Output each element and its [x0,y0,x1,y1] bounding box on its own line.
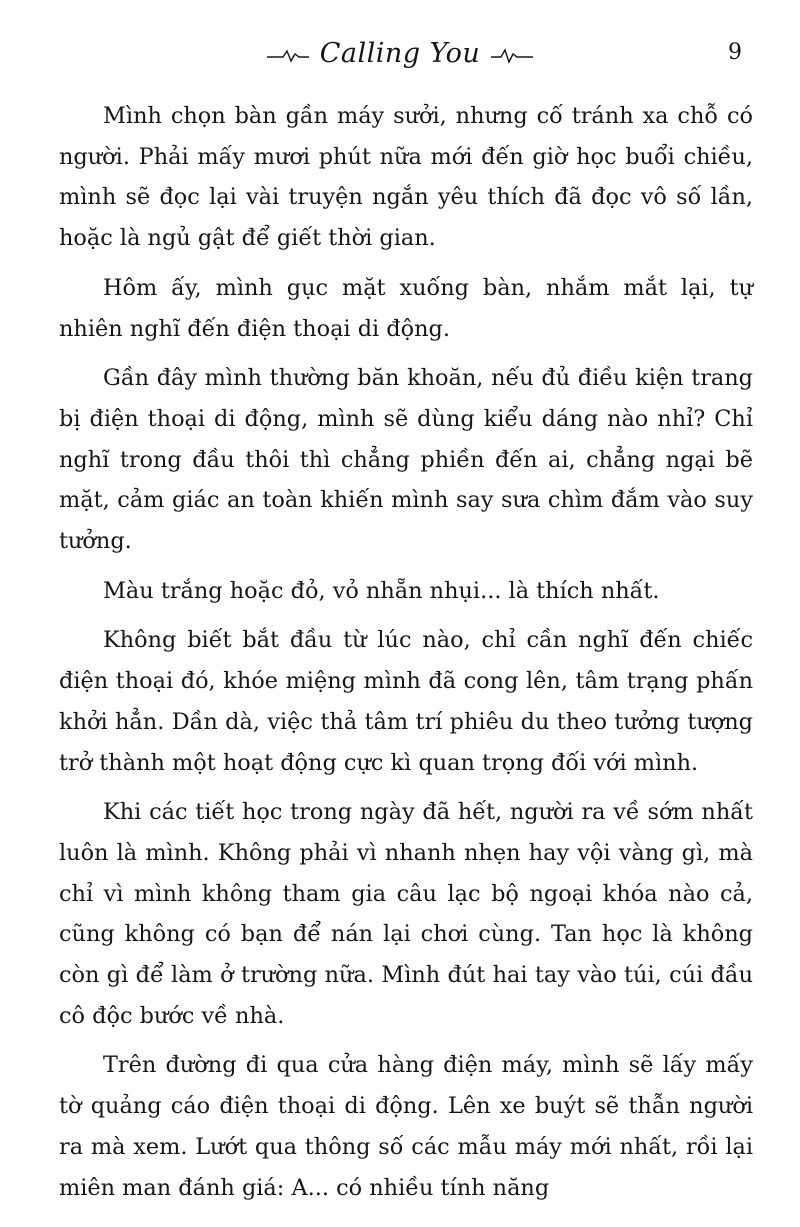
paragraph: Không biết bắt đầu từ lúc nào, chỉ cần nghĩ đến chiếc điện thoại đó, khóe miệng mình đã cong lên, tâm trạng phấn khởi hẳn. Dần dà, việc thả tâm trí phiêu du theo tưởng tượng trở thành một hoạt động cực kì quan trọng đối với mình. [59,627,753,776]
paragraph: Khi các tiết học trong ngày đã hết, người ra về sớm nhất luôn là mình. Không phải vì nhanh nhẹn hay vội vàng gì, mà chỉ vì mình không tham gia câu lạc bộ ngoại khóa nào cả, cũng không có bạn để nán lại chơi cùng. Tan học là không còn gì để làm ở trường nữa. Mình đút hai tay vào túi, cúi đầu cô độc bước về nhà. [59,799,753,1029]
book-title: Calling You [319,38,481,69]
body-text [59,96,753,1217]
paragraph: Mình chọn bàn gần máy sưởi, nhưng cố tránh xa chỗ có người. Phải mấy mươi phút nữa mới đến giờ học buổi chiều, mình sẽ đọc lại vài truyện ngắn yêu thích đã đọc vô số lần, hoặc là ngủ gật để giết thời gian. [59,103,753,252]
running-header [0,34,800,74]
paragraph: Hôm ấy, mình gục mặt xuống bàn, nhắm mắt lại, tự nhiên nghĩ đến điện thoại di động. [59,274,753,342]
paragraph: Trên đường đi qua cửa hàng điện máy, mình sẽ lấy mấy tờ quảng cáo điện thoại di động. Lên xe buýt sẽ thẫn người ra mà xem. Lướt qua thông số các mẫu máy mới nhất, rồi lại miên man đánh giá: A... có nhiều tính năng [59,1052,753,1201]
heartbeat-ornament-right-icon [489,46,535,64]
heartbeat-ornament-left-icon [265,46,311,64]
paragraph: Màu trắng hoặc đỏ, vỏ nhẵn nhụi... là thích nhất. [103,577,660,604]
running-header-title-line [0,38,800,69]
paragraph: Gần đây mình thường băn khoăn, nếu đủ điều kiện trang bị điện thoại di động, mình sẽ dùng kiểu dáng nào nhỉ? Chỉ nghĩ trong đầu thôi thì chẳng phiền đến ai, chẳng ngại bẽ mặt, cảm giác an toàn khiến mình say sưa chìm đắm vào suy tưởng. [59,365,753,555]
page-number: 9 [728,40,742,65]
